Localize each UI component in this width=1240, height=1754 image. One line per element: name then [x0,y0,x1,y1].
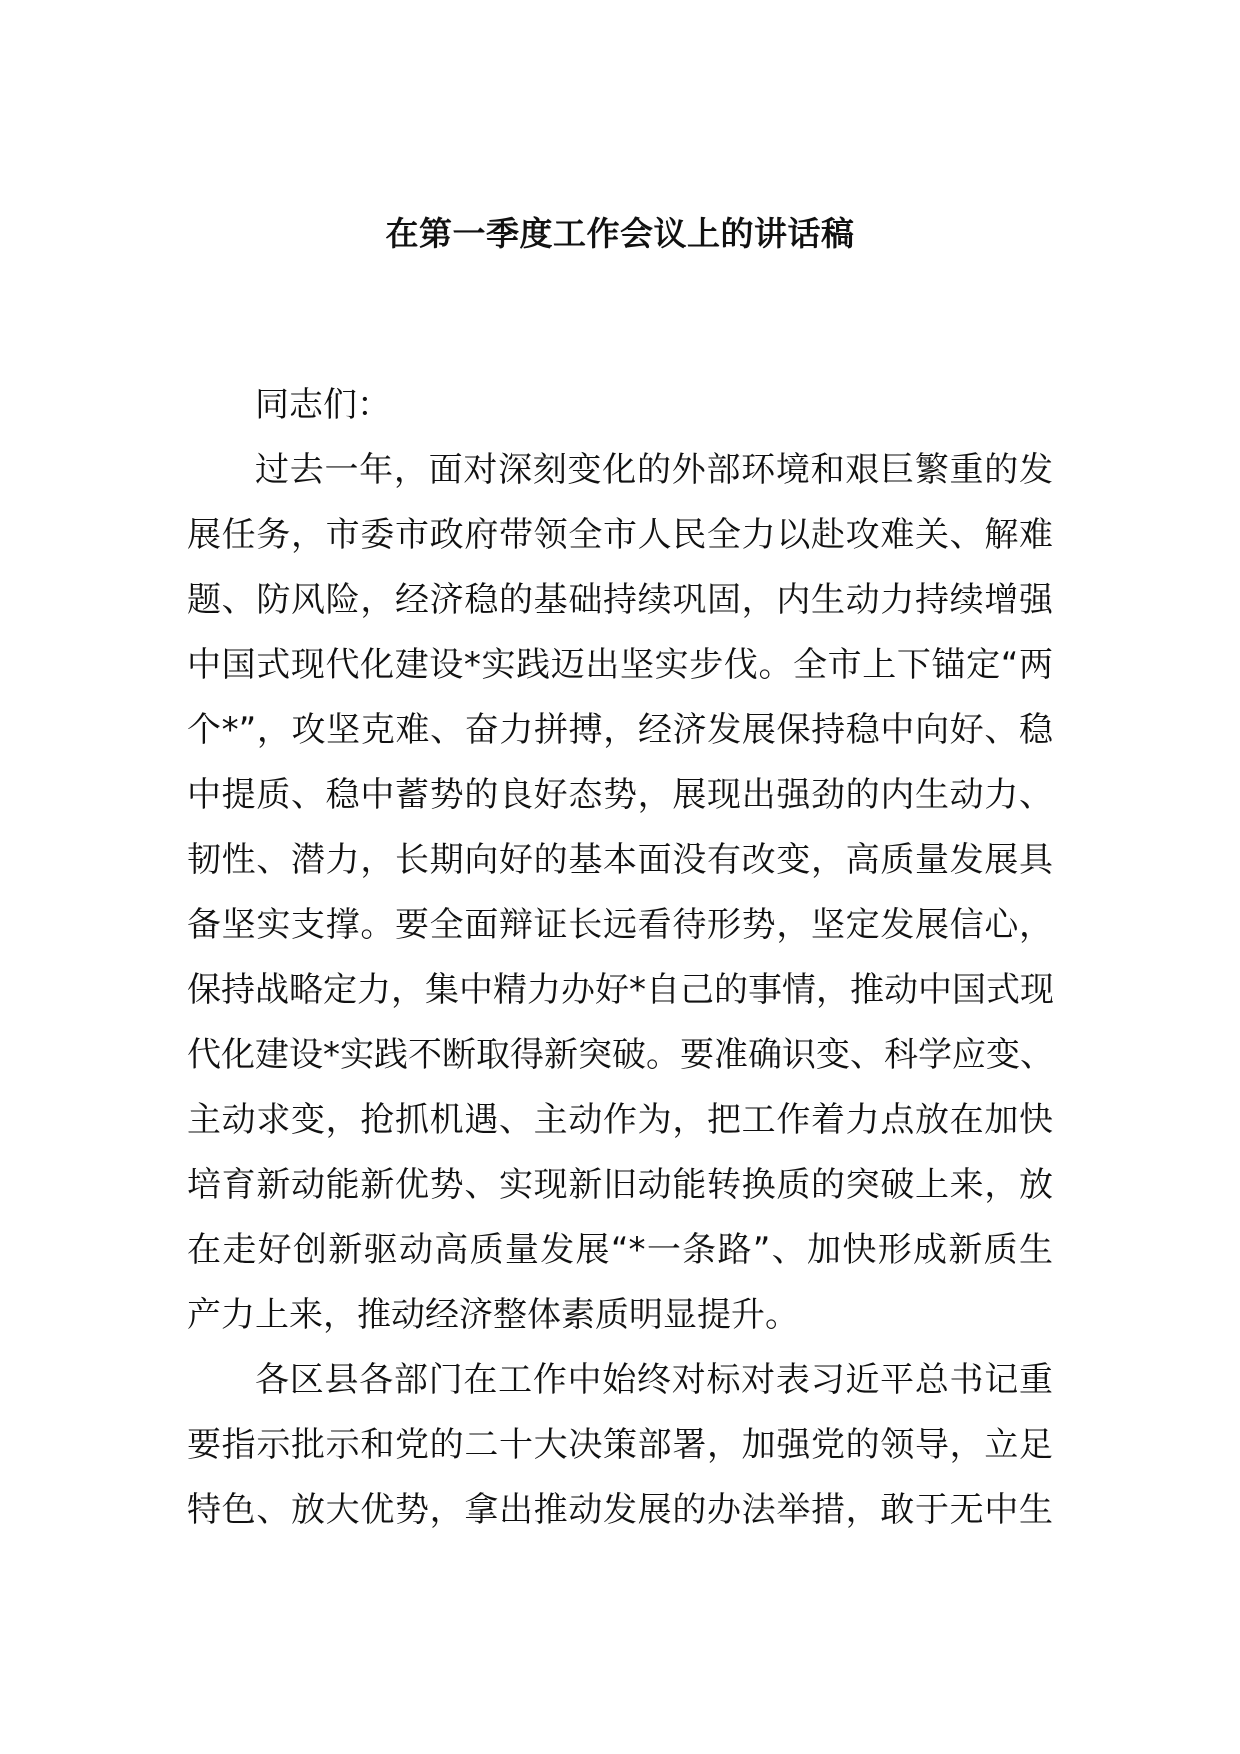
paragraph-1 [187,438,1053,1348]
paragraph-line: 个*”，攻坚克难、奋力拼搏，经济发展保持稳中向好、稳 [187,710,1053,750]
paragraph-line: 培育新动能新优势、实现新旧动能转换质的突破上来，放 [187,1165,1053,1205]
paragraph-line: 过去一年，面对深刻变化的外部环境和艰巨繁重的发 [255,450,1053,490]
paragraph-line: 保持战略定力，集中精力办好*自己的事情，推动中国式现 [187,970,1054,1010]
paragraph-line: 中提质、稳中蓄势的良好态势，展现出强劲的内生动力、 [187,775,1053,815]
document-title: 在第一季度工作会议上的讲话稿 [385,214,855,253]
paragraph-line: 题、防风险，经济稳的基础持续巩固，内生动力持续增强 [187,580,1053,620]
paragraph-2 [187,1348,1053,1543]
paragraph-line: 展任务，市委市政府带领全市人民全力以赴攻难关、解难 [187,515,1053,555]
paragraph-line: 主动求变，抢抓机遇、主动作为，把工作着力点放在加快 [187,1100,1053,1140]
paragraph-line: 中国式现代化建设*实践迈出坚实步伐。全市上下锚定“两 [187,645,1053,685]
paragraph-line: 韧性、潜力，长期向好的基本面没有改变，高质量发展具 [187,840,1053,880]
paragraph-line: 各区县各部门在工作中始终对标对表习近平总书记重 [255,1360,1053,1400]
salutation: 同志们： [255,385,391,425]
paragraph-line: 备坚实支撑。要全面辩证长远看待形势，坚定发展信心， [187,905,1053,945]
document-body [187,373,1053,1543]
paragraph-line: 要指示批示和党的二十大决策部署，加强党的领导，立足 [187,1425,1053,1465]
paragraph-line: 代化建设*实践不断取得新突破。要准确识变、科学应变、 [187,1035,1054,1075]
paragraph-line: 特色、放大优势，拿出推动发展的办法举措，敢于无中生 [187,1490,1053,1530]
paragraph-line: 在走好创新驱动高质量发展“*一条路”、加快形成新质生 [187,1230,1053,1270]
paragraph-line: 产力上来，推动经济整体素质明显提升。 [187,1295,799,1335]
